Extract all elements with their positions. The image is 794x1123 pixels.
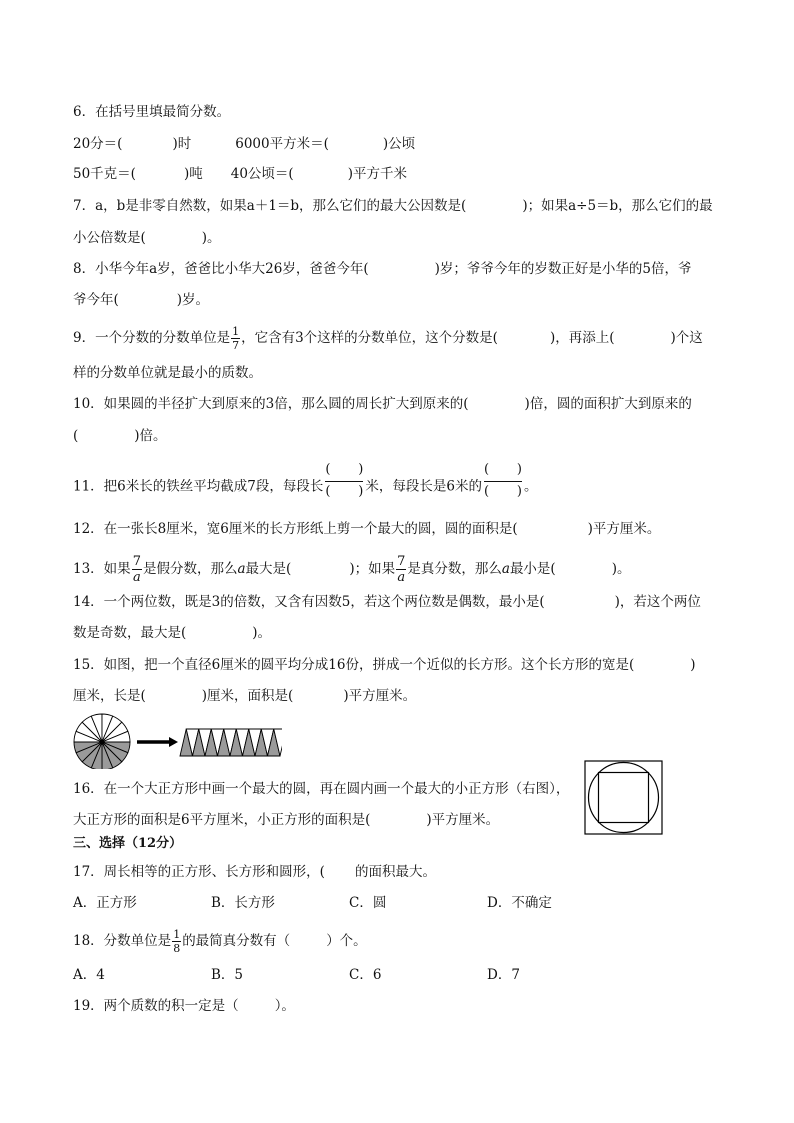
q13-line: 13．如果 $\frac{7}{a}$ 是假分数，那么a最大是( )；如果 $\frac{7}{a}$ 是真分数，那么a最小是( )。 bbox=[73, 554, 631, 585]
q6-text: 50千克＝( bbox=[73, 166, 136, 182]
q9-line1: 9．一个分数的分数单位是 $\frac{1}{7}$ ，它含有3个这样的分数单位，这个分数是( )，再添上( )个这 bbox=[73, 325, 703, 352]
q16-line1: 16．在一个大正方形中画一个最大的圆，再在圆内画一个最大的小正方形（右图）， bbox=[73, 781, 570, 797]
option-a[interactable]: A．4 bbox=[73, 967, 105, 983]
q15-line2: 厘米，长是( )厘米，面积是( )平方厘米。 bbox=[73, 688, 417, 704]
answer-fraction-blank[interactable]: ( ) ( ) bbox=[325, 462, 364, 499]
q12-line: 12．在一张长8厘米，宽6厘米的长方形纸上剪一个最大的圆，圆的面积是( )平方厘米。 bbox=[73, 521, 661, 537]
square-circle-square-figure bbox=[584, 760, 664, 836]
q6-row2 bbox=[73, 164, 407, 184]
q7-line1: 7．a，b是非零自然数，如果a＋1＝b，那么它们的最大公因数是( )；如果a÷5＝b，那么它们的最 bbox=[73, 198, 713, 214]
option-d[interactable]: D．7 bbox=[487, 967, 520, 983]
option-b[interactable]: B．5 bbox=[211, 967, 244, 983]
q19-line: 19．两个质数的积一定是（ ）。 bbox=[73, 998, 295, 1014]
q6-text: )吨 bbox=[183, 166, 203, 182]
option-c[interactable]: C．圆 bbox=[349, 895, 387, 911]
q11-line: 11．把6米长的铁丝平均截成7段，每段长 ( ) ( ) 米，每段长是6米的 ( ) ( ) 。 bbox=[73, 472, 537, 492]
q14-line1: 14．一个两位数，既是3的倍数，又含有因数5，若这个两位数是偶数，最小是( )，若这个两位 bbox=[73, 594, 701, 610]
answer-fraction-blank[interactable]: ( ) ( ) bbox=[483, 462, 522, 499]
fraction-one-eighth: $\frac{1}{8}$ bbox=[173, 928, 181, 955]
q6-text: )平方千米 bbox=[347, 166, 407, 182]
q8-line2: 爷今年( )岁。 bbox=[73, 292, 210, 308]
q6-text: 6000平方米＝( bbox=[235, 136, 329, 152]
q14-line2: 数是奇数，最大是( )。 bbox=[73, 625, 272, 641]
option-d[interactable]: D．不确定 bbox=[487, 895, 552, 911]
section-title: 三、选择（12分） bbox=[73, 836, 183, 851]
q8-line1: 8．小华今年a岁，爸爸比小华大26岁，爸爸今年( )岁；爷爷今年的岁数正好是小华的5倍，爷 bbox=[73, 261, 692, 277]
q6-row1 bbox=[73, 134, 415, 154]
q18-line: 18．分数单位是 $\frac{1}{8}$ 的最简真分数有（ ）个。 bbox=[73, 928, 367, 955]
fraction-one-seventh: $\frac{1}{7}$ bbox=[232, 325, 240, 352]
q6-text: )公顷 bbox=[382, 136, 416, 152]
q15-line1: 15．如图，把一个直径6厘米的圆平均分成16份，拼成一个近似的长方形。这个长方形的宽是( ) bbox=[73, 657, 696, 673]
q17-line: 17．周长相等的正方形、长方形和圆形，( 的面积最大。 bbox=[73, 864, 436, 880]
q6-text: 20分＝( bbox=[73, 136, 123, 152]
q6-text: 40公顷＝( bbox=[230, 166, 294, 182]
option-c[interactable]: C．6 bbox=[349, 967, 382, 983]
q7-line2: 小公倍数是( )。 bbox=[73, 230, 221, 246]
q16-line2: 大正方形的面积是6平方厘米，小正方形的面积是( )平方厘米。 bbox=[73, 812, 500, 828]
fraction-seven-over-a: $\frac{7}{a}$ bbox=[397, 554, 406, 585]
q6-title: 6．在括号里填最简分数。 bbox=[73, 104, 231, 120]
circle-to-rectangle-figure bbox=[70, 713, 282, 769]
option-a[interactable]: A．正方形 bbox=[73, 895, 137, 911]
fraction-seven-over-a: $\frac{7}{a}$ bbox=[132, 554, 141, 585]
q10-line2: ( )倍。 bbox=[73, 428, 167, 444]
q10-line1: 10．如果圆的半径扩大到原来的3倍，那么圆的周长扩大到原来的( )倍，圆的面积扩大到原来的 bbox=[73, 396, 692, 412]
option-b[interactable]: B．长方形 bbox=[211, 895, 275, 911]
q6-text: )时 bbox=[172, 136, 192, 152]
q9-line2: 样的分数单位就是最小的质数。 bbox=[73, 365, 262, 381]
